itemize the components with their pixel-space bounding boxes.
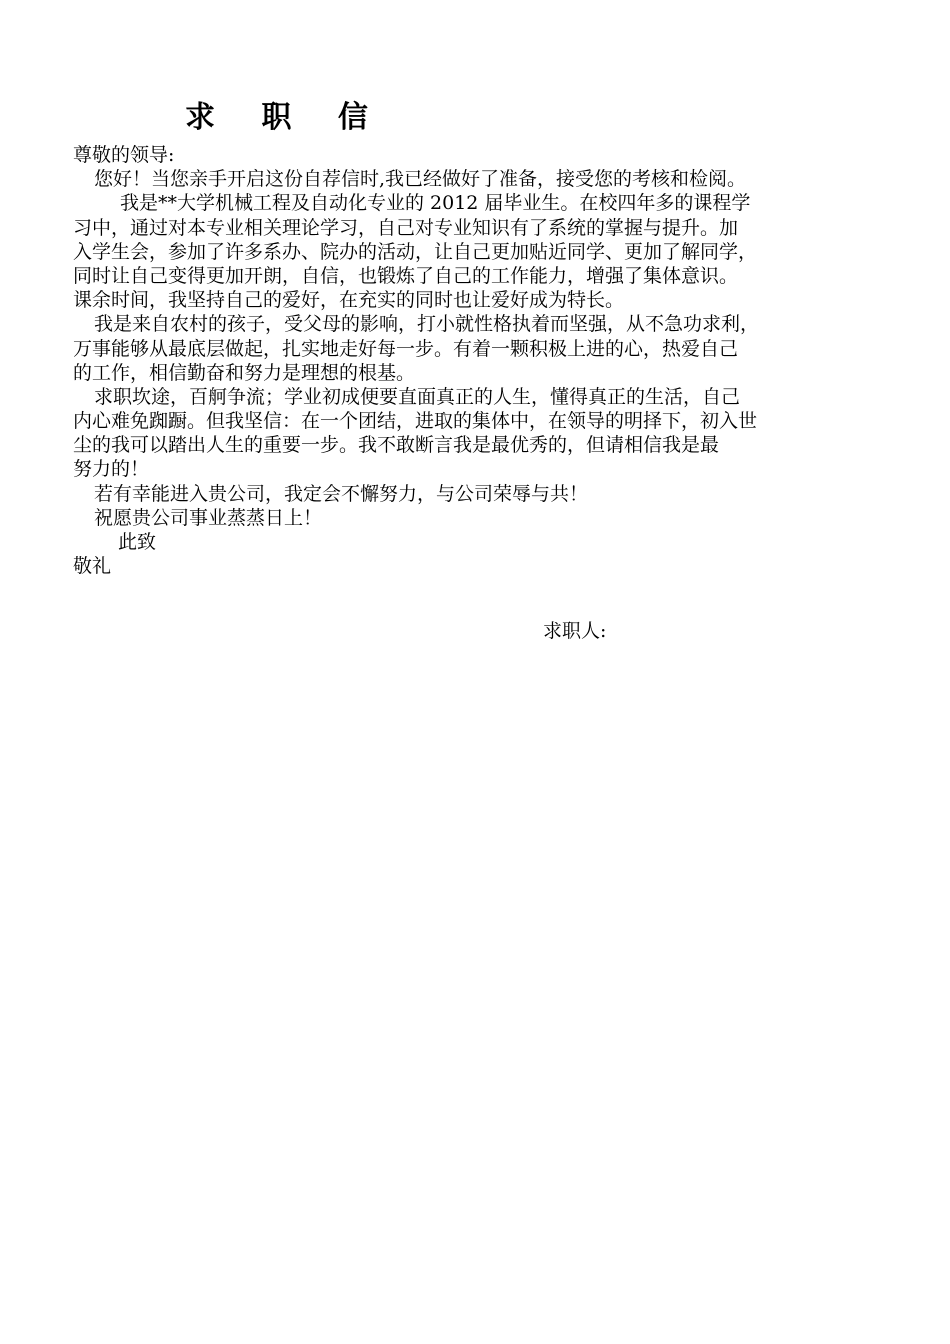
paragraph-line: 的工作，相信勤奋和努力是理想的根基。 (73, 361, 416, 384)
paragraph-line: 我是来自农村的孩子，受父母的影响，打小就性格执着而坚强，从不急功求利， (94, 313, 760, 336)
paragraph-line: 同时让自己变得更加开朗，自信，也锻炼了自己的工作能力，增强了集体意识。 (73, 264, 739, 287)
paragraph-line: 入学生会，参加了许多系办、院办的活动，让自己更加贴近同学、更加了解同学， (73, 240, 758, 263)
paragraph-line: 内心难免踟蹰。但我坚信：在一个团结，进取的集体中，在领导的明择下，初入世 (73, 410, 758, 433)
paragraph-line: 求职坎途，百舸争流；学业初成便要直面真正的人生，懂得真正的生活，自己 (94, 385, 741, 408)
paragraph-line: 尘的我可以踏出人生的重要一步。我不敢断言我是最优秀的，但请相信我是最 (73, 434, 720, 457)
paragraph-line: 我是**大学机械工程及自动化专业的 2012 届毕业生。在校四年多的课程学 (120, 192, 751, 215)
paragraph-line: 您好！当您亲手开启这份自荐信时,我已经做好了准备，接受您的考核和检阅。 (94, 168, 747, 191)
closing-line: 敬礼 (73, 555, 112, 578)
paragraph-line: 若有幸能进入贵公司，我定会不懈努力，与公司荣辱与共！ (94, 482, 589, 505)
paragraph-line: 万事能够从最底层做起，扎实地走好每一步。有着一颗积极上进的心，热爱自己 (73, 337, 739, 360)
salutation: 尊敬的领导: (73, 144, 175, 166)
closing-line: 此致 (118, 531, 157, 553)
paragraph-line: 祝愿贵公司事业蒸蒸日上！ (94, 506, 323, 529)
paragraph-line: 习中，通过对本专业相关理论学习，自己对专业知识有了系统的掌握与提升。加 (73, 216, 739, 239)
letter-body (73, 143, 863, 578)
signature-label: 求职人: (543, 620, 607, 642)
paragraph-line: 努力的！ (73, 458, 150, 481)
paragraph-line: 课余时间，我坚持自己的爱好，在充实的同时也让爱好成为特长。 (73, 289, 625, 312)
letter-title: 求 职 信 (185, 100, 386, 135)
